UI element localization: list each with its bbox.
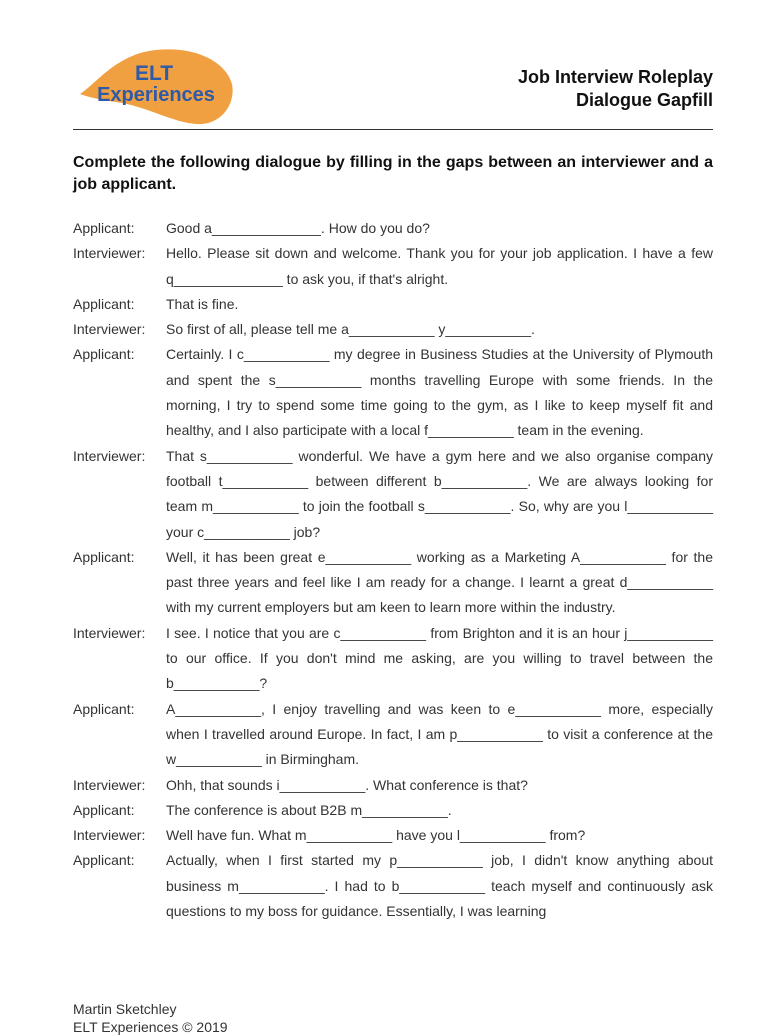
speaker-label: Interviewer: bbox=[73, 447, 146, 464]
speaker-label: Applicant: bbox=[73, 852, 135, 869]
dialogue-text: A___________, I enjoy travelling and was keen to e___________ more, especially when I travelled around Europe. In fact, I am p___________ to visit a conference at the w___________ in Birmingham. bbox=[166, 700, 713, 768]
logo-line2-text: Experiences bbox=[97, 84, 215, 106]
page-title bbox=[518, 66, 713, 112]
dialogue-turn bbox=[73, 621, 713, 697]
speaker-label: Interviewer: bbox=[73, 245, 146, 262]
dialogue-text: Ohh, that sounds i___________. What conference is that? bbox=[166, 776, 528, 793]
dialogue-text: Good a______________. How do you do? bbox=[166, 220, 430, 236]
dialogue-text: The conference is about B2B m___________. bbox=[166, 801, 452, 818]
dialogue-turn bbox=[73, 848, 713, 924]
speaker-label: Applicant: bbox=[73, 346, 135, 363]
dialogue-text: Well, it has been great e___________ working as a Marketing A___________ for the past three years and feel like I am ready for a change. I learnt a great d___________ with my current employers but am keen to learn more within the industry. bbox=[166, 548, 713, 616]
speaker-label: Applicant: bbox=[73, 220, 135, 236]
elt-experiences-logo bbox=[76, 44, 236, 128]
dialogue-turn bbox=[73, 317, 713, 342]
dialogue-text: That s___________ wonderful. We have a gym here and we also organise company football t___________ between different b___________. We are always looking for team m___________ to join the football s___________. So, why are you l___________ your c___________ job? bbox=[166, 447, 713, 540]
dialogue-text: I see. I notice that you are c___________ from Brighton and it is an hour j___________ to our office. If you don't mind me asking, are you willing to travel between the b___________? bbox=[166, 624, 713, 692]
dialogue-turn bbox=[73, 823, 713, 848]
logo-line1-text: ELT bbox=[134, 62, 174, 85]
dialogue-text: Hello. Please sit down and welcome. Thank you for your job application. I have a few q______________ to ask you, if that's alright. bbox=[166, 245, 713, 287]
dialogue-text: So first of all, please tell me a___________ y___________. bbox=[166, 321, 535, 338]
speaker-label: Applicant: bbox=[73, 700, 135, 717]
dialogue-turn bbox=[73, 545, 713, 621]
footer-author: Martin Sketchley bbox=[73, 1001, 177, 1017]
dialogue-text: That is fine. bbox=[166, 295, 239, 312]
header-divider bbox=[73, 129, 713, 130]
speaker-label: Interviewer: bbox=[73, 321, 146, 338]
title-line-2: Dialogue Gapfill bbox=[575, 90, 713, 110]
speaker-label: Interviewer: bbox=[73, 827, 146, 844]
leaf-logo-graphic bbox=[76, 44, 236, 128]
dialogue-turn bbox=[73, 798, 713, 823]
speaker-label: Applicant: bbox=[73, 801, 135, 818]
dialogue-turn bbox=[73, 241, 713, 292]
dialogue-turn bbox=[73, 444, 713, 545]
dialogue-turn bbox=[73, 216, 713, 241]
dialogue-text: Certainly. I c___________ my degree in Business Studies at the University of Plymouth and spent the s___________ months travelling Europe with some friends. In the morning, I try to spend some time going to the gym, as I like to keep myself fit and healthy, and I also participate with a local f___________ team in the evening. bbox=[166, 346, 713, 439]
dialogue-text: Actually, when I first started my p___________ job, I didn't know anything about business m___________. I had to b___________ teach myself and continuously ask questions to my boss for guidance. Essentially, I was learning bbox=[166, 852, 713, 920]
dialogue-turn bbox=[73, 342, 713, 443]
dialogue-turn bbox=[73, 773, 713, 798]
instructions: Complete the following dialogue by filling in the gaps between an interviewer and a job applicant. bbox=[73, 154, 713, 193]
dialogue bbox=[73, 216, 713, 924]
speaker-label: Applicant: bbox=[73, 295, 135, 312]
dialogue-turn bbox=[73, 292, 713, 317]
title-line-1: Job Interview Roleplay bbox=[517, 67, 713, 87]
speaker-label: Interviewer: bbox=[73, 624, 146, 641]
dialogue-turn bbox=[73, 697, 713, 773]
speaker-label: Interviewer: bbox=[73, 776, 146, 793]
speaker-label: Applicant: bbox=[73, 548, 135, 565]
footer-copyright: ELT Experiences © 2019 bbox=[73, 1019, 228, 1035]
dialogue-text: Well have fun. What m___________ have you l___________ from? bbox=[166, 827, 586, 844]
footer bbox=[73, 1000, 228, 1036]
